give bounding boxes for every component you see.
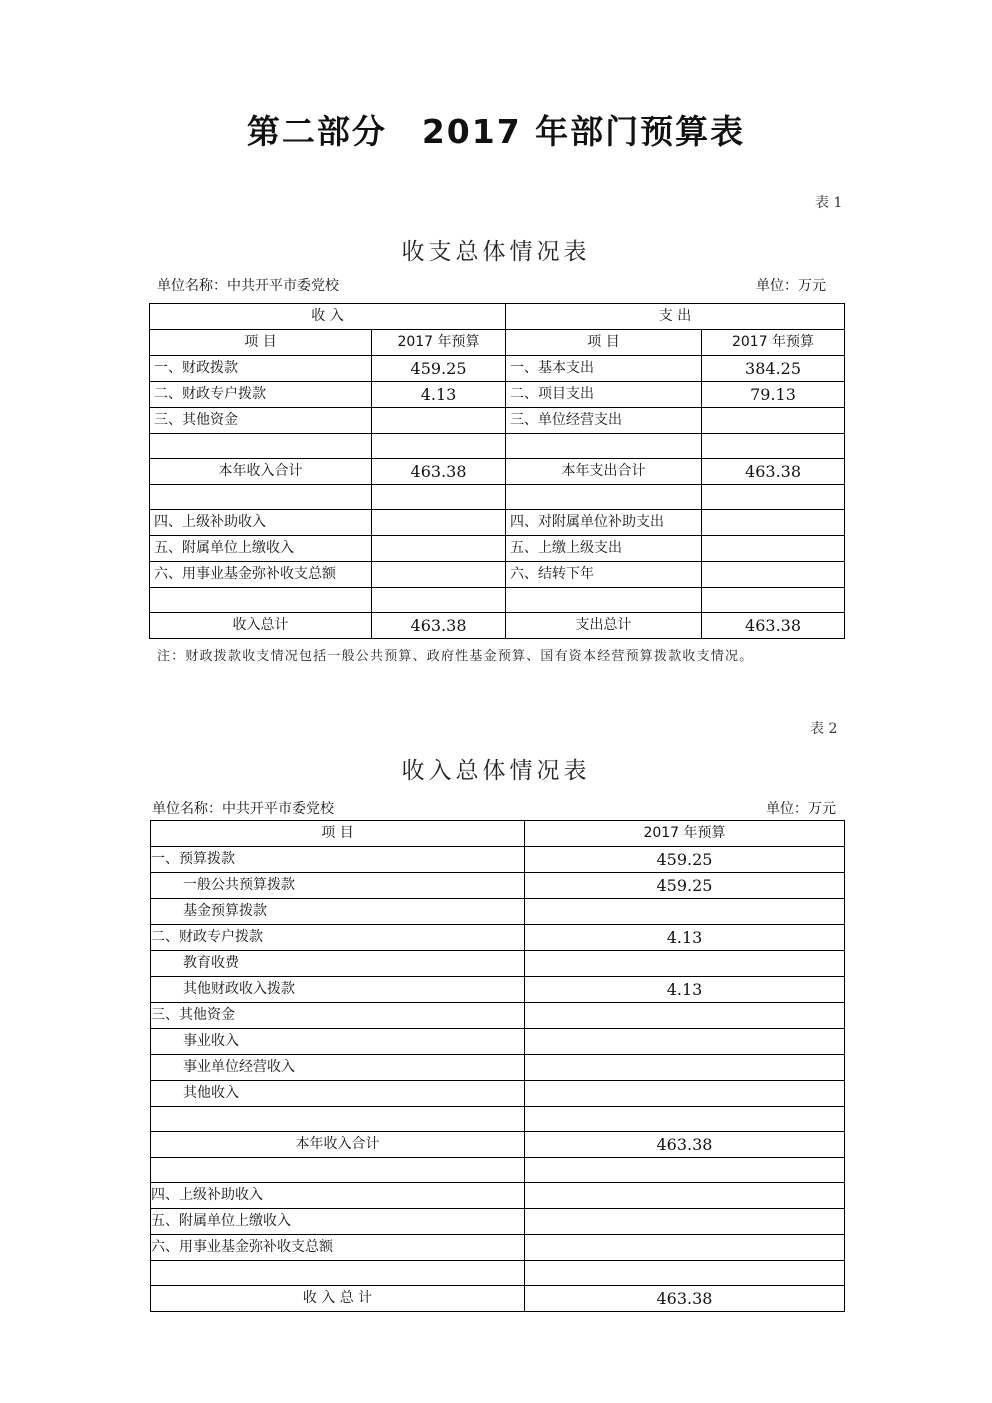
- income-label: [150, 434, 372, 459]
- income-header: 收 入: [150, 304, 506, 330]
- expense-label: 一、基本支出: [506, 356, 702, 382]
- item-label: 三、其他资金: [151, 1003, 525, 1029]
- expense-label: [506, 485, 702, 510]
- table-row: [151, 1003, 845, 1029]
- item-label: 四、上级补助收入: [151, 1183, 525, 1209]
- total-row: [151, 1286, 845, 1312]
- table-row: [151, 951, 845, 977]
- income-total-label: 收入总计: [150, 613, 372, 639]
- table-title: 收支总体情况表: [401, 239, 591, 265]
- item-label: [151, 1261, 525, 1286]
- income-label: 一、财政拨款: [150, 356, 372, 382]
- expense-label: 五、上缴上级支出: [506, 536, 702, 562]
- income-total-value: 463.38: [372, 613, 506, 639]
- expense-total-value: 463.38: [702, 613, 845, 639]
- table-row: [151, 1055, 845, 1081]
- income-expense-table: [149, 303, 845, 639]
- item-header: 项 目: [151, 821, 525, 847]
- item-label: 其他收入: [151, 1081, 525, 1107]
- column-header-row: [150, 330, 845, 356]
- item-value: 459.25: [525, 847, 845, 873]
- table-note: 注：财政拨款收支情况包括一般公共预算、政府性基金预算、国有资本经营预算拨款收支情况。: [157, 649, 754, 664]
- item-value: [525, 1209, 845, 1235]
- subtotal-row: [151, 1132, 845, 1158]
- expense-label: 四、对附属单位补助支出: [506, 510, 702, 536]
- income-value: [372, 434, 506, 459]
- expense-label: [506, 588, 702, 613]
- item-label: [151, 1107, 525, 1132]
- expense-label: 三、单位经营支出: [506, 408, 702, 434]
- expense-value: [702, 434, 845, 459]
- table-row: [150, 588, 845, 613]
- item-value: 459.25: [525, 873, 845, 899]
- income-summary-table: [150, 820, 845, 1312]
- table-row: [150, 536, 845, 562]
- table-row: [151, 1235, 845, 1261]
- unit-name: 单位名称：中共开平市委党校: [157, 278, 339, 294]
- table-row: [151, 977, 845, 1003]
- item-label: 一般公共预算拨款: [151, 873, 525, 899]
- table-row: [151, 1107, 845, 1132]
- item-label: 二、财政专户拨款: [151, 925, 525, 951]
- page-title: 第二部分 2017 年部门预算表: [246, 112, 746, 151]
- expense-item-header: 项 目: [506, 330, 702, 356]
- column-header-row: [151, 821, 845, 847]
- item-label: [151, 1158, 525, 1183]
- table-row: [151, 925, 845, 951]
- expense-value: [702, 588, 845, 613]
- expense-label: 本年支出合计: [506, 459, 702, 485]
- income-value: [372, 588, 506, 613]
- income-label: 六、用事业基金弥补收支总额: [150, 562, 372, 588]
- expense-value: [702, 510, 845, 536]
- income-label: [150, 588, 372, 613]
- budget-header: 2017 年预算: [525, 821, 845, 847]
- unit-label: 单位：万元: [766, 801, 836, 817]
- total-label: 收 入 总 计: [151, 1286, 525, 1312]
- item-value: [525, 1183, 845, 1209]
- item-value: [525, 1261, 845, 1286]
- table-number: 表 1: [815, 195, 843, 211]
- table-row: [150, 459, 845, 485]
- income-label: 二、财政专户拨款: [150, 382, 372, 408]
- income-value: 463.38: [372, 459, 506, 485]
- item-label: 五、附属单位上缴收入: [151, 1209, 525, 1235]
- expense-total-label: 支出总计: [506, 613, 702, 639]
- item-value: [525, 1107, 845, 1132]
- table-row: [151, 1209, 845, 1235]
- expense-value: 463.38: [702, 459, 845, 485]
- income-value: 459.25: [372, 356, 506, 382]
- unit-name: 单位名称：中共开平市委党校: [152, 801, 334, 817]
- table-row: [151, 847, 845, 873]
- item-label: 其他财政收入拨款: [151, 977, 525, 1003]
- table-row: [151, 899, 845, 925]
- income-label: [150, 485, 372, 510]
- income-value: [372, 562, 506, 588]
- income-value: 4.13: [372, 382, 506, 408]
- item-value: 463.38: [525, 1132, 845, 1158]
- total-value: 463.38: [525, 1286, 845, 1312]
- table-row: [151, 1081, 845, 1107]
- table-row: [150, 510, 845, 536]
- item-label: 事业收入: [151, 1029, 525, 1055]
- item-value: [525, 899, 845, 925]
- income-value: [372, 536, 506, 562]
- item-value: 4.13: [525, 977, 845, 1003]
- income-label: 四、上级补助收入: [150, 510, 372, 536]
- item-value: [525, 1055, 845, 1081]
- income-label: 三、其他资金: [150, 408, 372, 434]
- expense-value: 79.13: [702, 382, 845, 408]
- item-label: 六、用事业基金弥补收支总额: [151, 1235, 525, 1261]
- item-value: [525, 1029, 845, 1055]
- item-value: [525, 1003, 845, 1029]
- table-row: [150, 434, 845, 459]
- income-value: [372, 510, 506, 536]
- table-row: [151, 873, 845, 899]
- total-row: [150, 613, 845, 639]
- income-budget-header: 2017 年预算: [372, 330, 506, 356]
- table-header-row: [150, 304, 845, 330]
- expense-value: [702, 485, 845, 510]
- item-value: 4.13: [525, 925, 845, 951]
- item-value: [525, 1158, 845, 1183]
- income-value: [372, 408, 506, 434]
- table-number: 表 2: [810, 721, 838, 737]
- item-value: [525, 951, 845, 977]
- table-row: [150, 382, 845, 408]
- item-value: [525, 1081, 845, 1107]
- income-label: 本年收入合计: [150, 459, 372, 485]
- item-value: [525, 1235, 845, 1261]
- table-row: [151, 1029, 845, 1055]
- item-label: 事业单位经营收入: [151, 1055, 525, 1081]
- item-label: 基金预算拨款: [151, 899, 525, 925]
- income-item-header: 项 目: [150, 330, 372, 356]
- table-row: [151, 1158, 845, 1183]
- expense-label: [506, 434, 702, 459]
- expense-value: [702, 562, 845, 588]
- table-row: [151, 1183, 845, 1209]
- expense-value: [702, 536, 845, 562]
- income-value: [372, 485, 506, 510]
- income-label: 五、附属单位上缴收入: [150, 536, 372, 562]
- expense-label: 二、项目支出: [506, 382, 702, 408]
- table-title: 收入总体情况表: [401, 758, 591, 784]
- item-label: 本年收入合计: [151, 1132, 525, 1158]
- table-row: [150, 485, 845, 510]
- table-row: [150, 562, 845, 588]
- expense-value: 384.25: [702, 356, 845, 382]
- table-row: [151, 1261, 845, 1286]
- expense-value: [702, 408, 845, 434]
- item-label: 一、预算拨款: [151, 847, 525, 873]
- table-row: [150, 356, 845, 382]
- expense-budget-header: 2017 年预算: [702, 330, 845, 356]
- unit-label: 单位：万元: [756, 278, 826, 294]
- expense-label: 六、结转下年: [506, 562, 702, 588]
- expense-header: 支 出: [506, 304, 845, 330]
- table-row: [150, 408, 845, 434]
- item-label: 教育收费: [151, 951, 525, 977]
